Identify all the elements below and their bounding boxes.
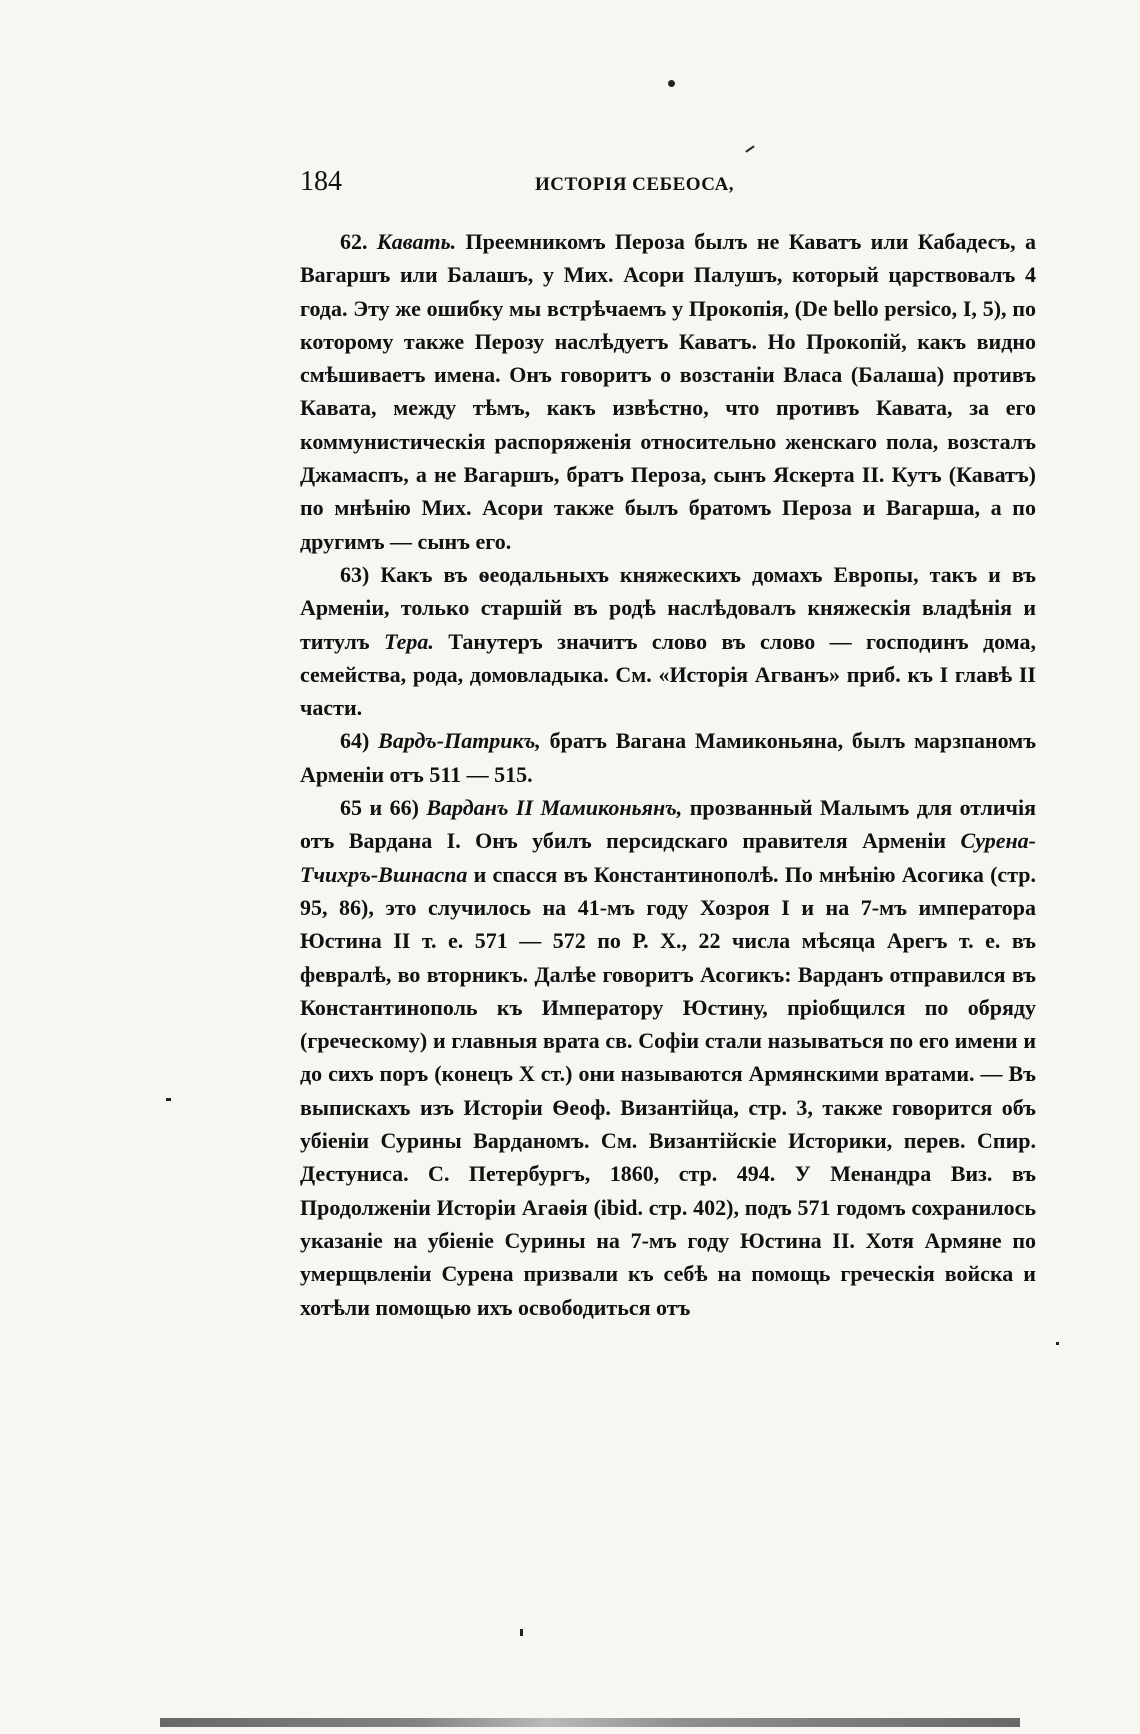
note-term: Тера. [384,628,434,654]
note-number: 64) [340,728,370,754]
ink-speck [166,1098,171,1101]
scan-page-edge [160,1718,1020,1727]
note-term: Кавать. [376,229,457,254]
note-62 [300,225,1036,558]
note-64 [300,724,1036,791]
ink-speck [520,1629,523,1636]
ink-speck [1056,1342,1059,1345]
note-term: Вардъ-Патрикъ, [378,728,541,754]
note-text: и спасся въ Константинополѣ. По мнѣнію Асогика (стр. 95, 86), это случилось на 41-мъ году Хозроя I и на 7-мъ императора Юстина II т. е. 571 — 572 по Р. Х., 22 числа мѣсяца Арегъ т. е. въ февралѣ, во вторникъ. Далѣе говоритъ Асогикъ: Варданъ отправился въ Константинополь къ Императору Юстину, пріобщился по обряду (греческому) и главныя врата св. Софіи стали называться по его имени и до сихъ поръ (конецъ X ст.) они называются Армянскими вратами. — Въ выпискахъ изъ Исторіи Ѳеоф. Византійца, стр. 3, также говорится объ убіеніи Сурины Варданомъ. См. Византійскіе Историки, перев. Спир. Дестуниса. С. Петербургъ, 1860, стр. 494. У Менандра Виз. въ Продолженіи Исторіи Агаѳія (ibid. стр. 402), подъ 571 годомъ сохранилось указаніе на убіеніе Сурины на 7-мъ году Юстина II. Хотя Армяне по умерщвленіи Сурена призвали къ себѣ на помощь греческія войска и хотѣли помощью ихъ освободиться отъ [300,861,1037,1320]
running-title: ИСТОРІЯ СЕБЕОСА, [535,174,735,195]
note-text: 63) Какъ въ ѳеодальныхъ княжескихъ домахъ Европы, такъ и въ Арменіи, только старшій въ родѣ наслѣдовалъ княжескія владѣнія и титулъ [300,561,1036,654]
footnotes-body [300,225,1036,1324]
note-63 [300,558,1036,724]
note-text: прозванный Малымъ для отличія отъ Вардана I. Онъ убилъ персидскаго правителя Арменіи [300,795,1036,854]
ink-speck [668,80,675,87]
note-term: Сурена-Тчихръ-Вшнаспа [300,828,1036,887]
note-text: Преемникомъ Пероза былъ не Каватъ или Кабадесъ, а Вагаршъ или Балашъ, у Мих. Асори Палушъ, который царствовалъ 4 года. Эту же ошибку мы встрѣчаемъ у Прокопія, (De bello persico, I, 5), по которому также Перозу наслѣдуетъ Каватъ. Но Прокопій, какъ видно смѣшиваетъ имена. Онъ говоритъ о возстаніи Власа (Балаша) противъ Кавата, между тѣмъ, какъ извѣстно, что противъ Кавата, за его коммунистическія распоряженія относительно женскаго пола, возсталъ Джамаспъ, а не Вагаршъ, братъ Пероза, сынъ Яскерта II. Кутъ (Каватъ) по мнѣнію Мих. Асори также былъ братомъ Пероза и Вагарша, а по другимъ — сынъ его. [300,229,1037,554]
note-text: Танутеръ значитъ слово въ слово — господинъ дома, семейства, рода, домовладыка. См. «Исторія Агванъ» приб. къ I главѣ II части. [300,628,1036,721]
page-header [300,166,1036,206]
note-number: 65 и 66) [340,795,419,821]
note-number: 62. [340,229,368,254]
page-number: 184 [300,166,342,197]
note-65-66 [300,791,1036,1324]
note-text: братъ Вагана Мамиконьяна, былъ марзпаномъ Арменіи отъ 511 — 515. [300,728,1037,787]
note-term: Варданъ II Мамиконьянъ, [426,795,683,821]
ink-tick-mark [745,145,754,152]
